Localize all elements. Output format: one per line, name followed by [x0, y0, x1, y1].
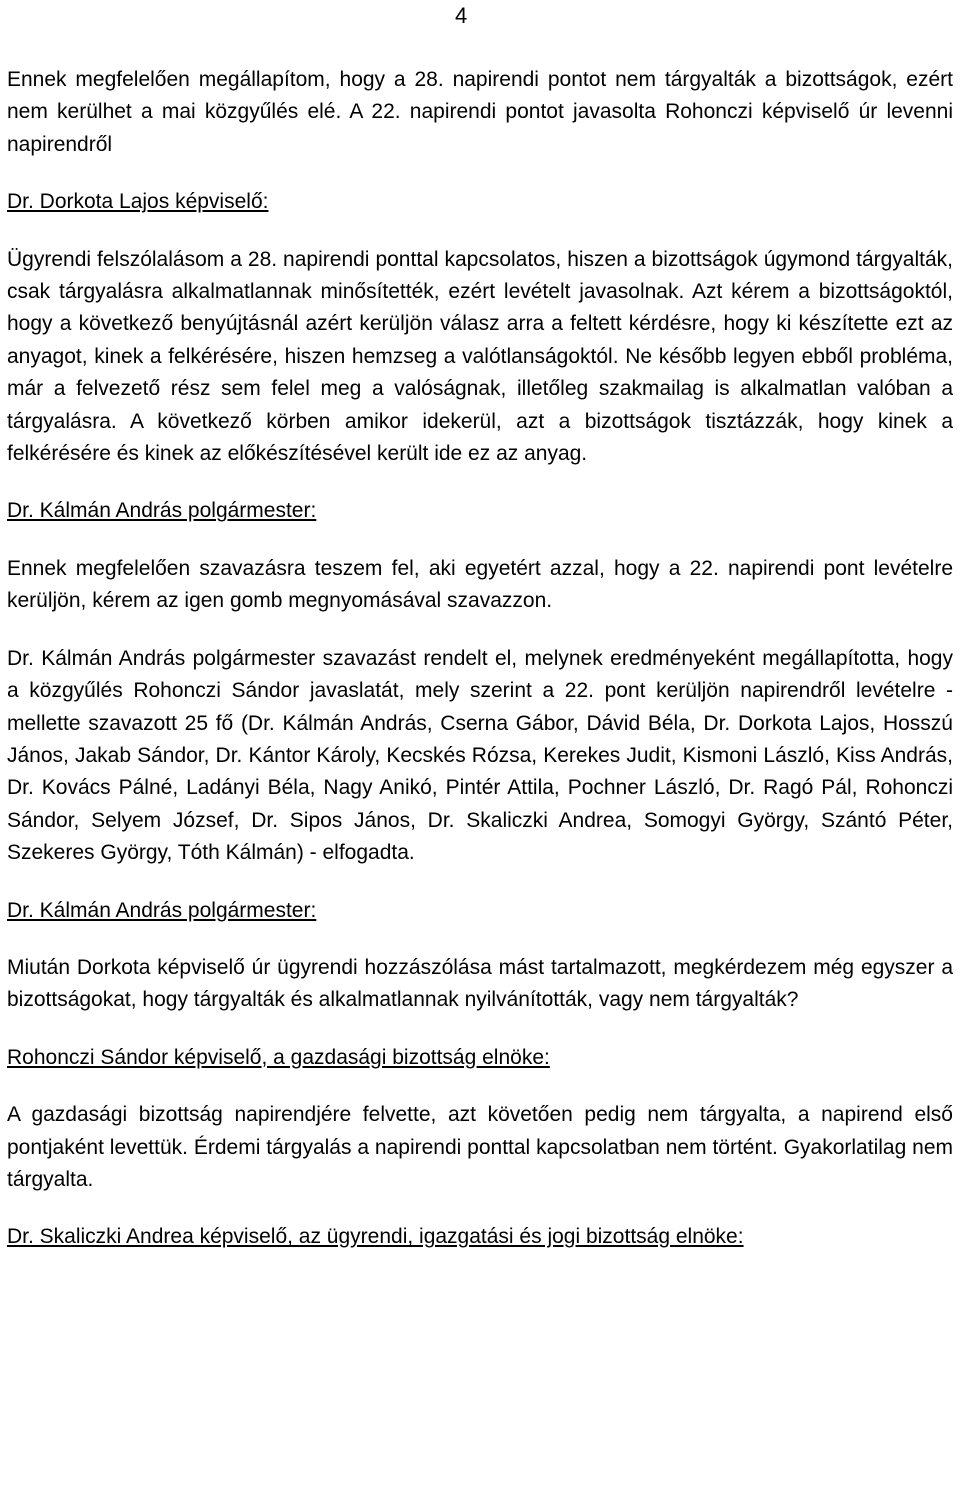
paragraph: Ügyrendi felszólalásom a 28. napirendi ponttal kapcsolatos, hiszen a bizottságok úgymond tárgyalták, csak tárgyalásra alkalmatlannak minősítették, ezért levételt javasolnak. Azt kérem a bizottságoktól, hogy a következő benyújtásnál azért kerüljön válasz arra a feltett kérdésre, hogy ki készítette ezt az anyagot, kinek a felkérésére, hiszen hemzseg a valótlanságoktól. Ne később legyen ebből probléma, már a felvezető rész sem felel meg a valóságnak, illetőleg szakmailag is alkalmatlan valóban a tárgyalásra. A következő körben amikor idekerül, azt a bizottságok tisztázzák, hogy kinek a felkérésére és kinek az előkészítésével került ide ez az anyag. [7, 247, 953, 466]
page-number: 4 [455, 3, 468, 28]
speaker-heading: Dr. Skaliczki Andrea képviselő, az ügyrendi, igazgatási és jogi bizottság elnöke: [7, 1225, 744, 1249]
paragraph: Ennek megfelelően megállapítom, hogy a 28. napirendi pontot nem tárgyalták a bizottságok, ezért nem kerülhet a mai közgyűlés elé. A 22. napirendi pontot javasolta Rohonczi képviselő úr levenni napirendről [7, 68, 953, 156]
vote-result-paragraph: Dr. Kálmán András polgármester szavazást rendelt el, melynek eredményeként megállapította, hogy a közgyűlés Rohonczi Sándor javaslatát, mely szerint a 22. pont kerüljön napirendről levételre - mellette szavazott 25 fő (Dr. Kálmán András, Cserna Gábor, Dávid Béla, Dr. Dorkota Lajos, Hosszú János, Jakab Sándor, Dr. Kántor Károly, Kecskés Rózsa, Kerekes Judit, Kismoni László, Kiss András, Dr. Kovács Pálné, Ladányi Béla, Nagy Anikó, Pintér Attila, Pochner László, Dr. Ragó Pál, Rohonczi Sándor, Selyem József, Dr. Sipos János, Dr. Skaliczki Andrea, Somogyi György, Szántó Péter, Szekeres György, Tóth Kálmán) - elfogadta. [7, 646, 953, 865]
speaker-heading: Dr. Kálmán András polgármester: [7, 898, 317, 922]
paragraph: Miután Dorkota képviselő úr ügyrendi hozzászólása mást tartalmazott, megkérdezem még egyszer a bizottságokat, hogy tárgyalták és alkalmatlannak nyilvánították, vagy nem tárgyalták? [7, 955, 953, 1012]
speaker-heading: Dr. Dorkota Lajos képviselő: [7, 190, 269, 214]
speaker-heading: Rohonczi Sándor képviselő, a gazdasági bizottság elnöke: [7, 1045, 550, 1069]
paragraph: A gazdasági bizottság napirendjére felvette, azt követően pedig nem tárgyalta, a napirend első pontjaként levettük. Érdemi tárgyalás a napirendi ponttal kapcsolatban nem történt. Gyakorlatilag nem tárgyalta. [7, 1103, 953, 1191]
document-body [7, 64, 953, 1254]
speaker-heading: Dr. Kálmán András polgármester: [7, 499, 317, 523]
paragraph: Ennek megfelelően szavazásra teszem fel, aki egyetért azzal, hogy a 22. napirendi pont levételre kerüljön, kérem az igen gomb megnyomásával szavazzon. [7, 556, 953, 613]
